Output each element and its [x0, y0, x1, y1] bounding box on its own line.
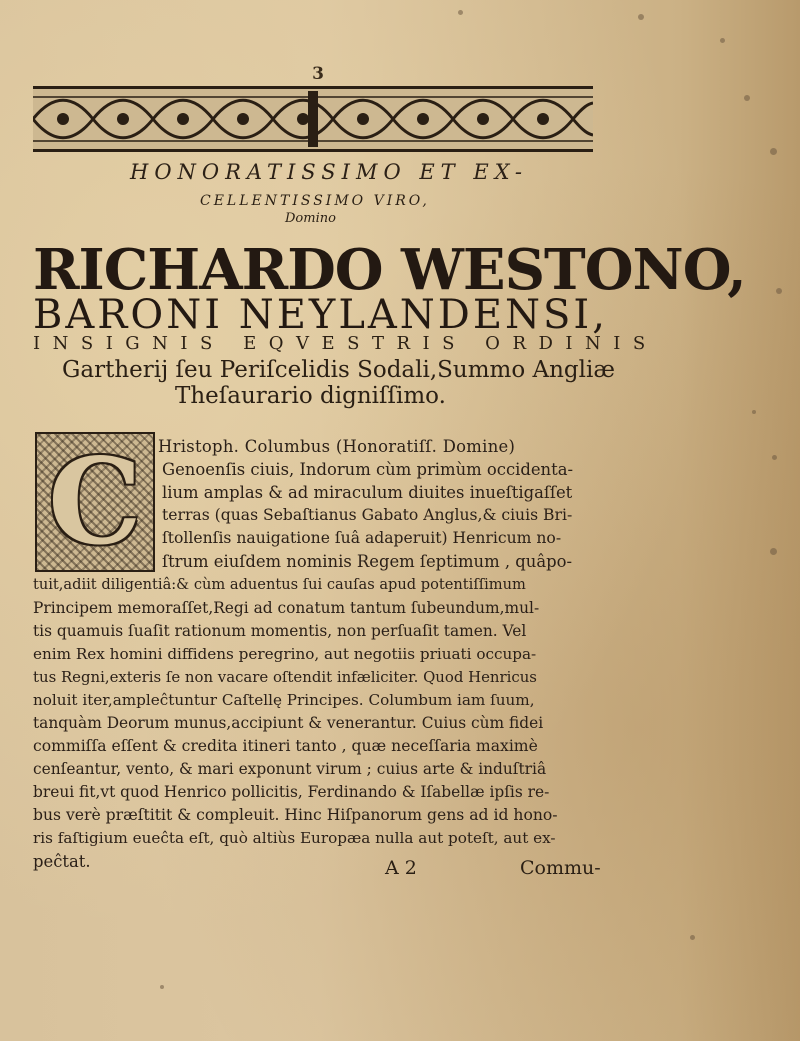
body-line: breui fit,vt quod Henrico pollicitis, Ferdinando & Iſabellæ ipſis re-: [33, 783, 550, 801]
dedicatee-order: INSIGNIS EQVESTRIS ORDINIS: [33, 333, 658, 354]
body-line: commiſſa eſſent & credita itineri tanto , quæ neceſſaria maximè: [33, 737, 538, 755]
foxing-spot: [752, 410, 756, 414]
foxing-spot: [744, 95, 750, 101]
body-line: peĉtat.: [33, 852, 91, 871]
dedication-line-1: HONORATISSIMO ET EX-: [130, 160, 528, 184]
body-line: cenſeantur, vento, & mari exponunt virum ; cuius arte & induſtriâ: [33, 760, 547, 778]
dedication-domino: Domino: [285, 211, 336, 226]
body-line: ſtrum eiuſdem nominis Regem ſeptimum , quâpo-: [162, 552, 572, 571]
body-line: Hristoph. Columbus (Honoratiſſ. Domine): [158, 437, 516, 456]
foxing-spot: [458, 10, 463, 15]
body-line: lium amplas & ad miraculum diuites inueſtigaſſet: [162, 483, 573, 502]
body-line: tis quamuis ſuaſit rationum momentis, non perſuaſit tamen. Vel: [33, 622, 527, 640]
body-line: tus Regni,exteris ſe non vacare oſtendit infæliciter. Quod Henricus: [33, 668, 537, 686]
catchword: Commu-: [520, 857, 601, 879]
dedicatee-order-continued: Gartherij ſeu Periſcelidis Sodali,Summo Angliæ: [62, 357, 615, 383]
body-line: ris faſtigium eueĉta eſt, quò altiùs Europæa nulla aut poteſt, aut ex-: [33, 829, 556, 847]
headpiece-ornament-icon: [33, 89, 593, 149]
foxing-spot: [770, 548, 777, 555]
foxing-spot: [160, 985, 164, 989]
foxing-spot: [638, 14, 644, 20]
initial-letter: C: [48, 432, 142, 571]
page-signature-top: 3: [312, 64, 324, 84]
body-line: terras (quas Sebaſtianus Gabato Anglus,& ciuis Bri-: [162, 506, 573, 524]
dedicatee-name: RICHARDO WESTONO,: [33, 237, 746, 303]
woodcut-headpiece: [33, 86, 593, 152]
dedication-line-2: CELLENTISSIMO VIRO,: [200, 193, 430, 209]
body-line: Genoenſis ciuis, Indorum cùm primùm occidenta-: [162, 460, 574, 479]
foxing-spot: [772, 455, 777, 460]
body-line: noluit iter,ampleĉtuntur Caſtellę Principes. Columbum iam ſuum,: [33, 691, 535, 709]
foxing-spot: [770, 148, 777, 155]
signature-mark: A 2: [385, 857, 417, 879]
foxing-spot: [776, 288, 782, 294]
body-line: tuit,adiit diligentiâ:& cùm aduentus ſui cauſas apud potentiſſimum: [33, 576, 526, 593]
foxing-spot: [720, 38, 725, 43]
dedicatee-title: BARONI NEYLANDENSI,: [33, 292, 608, 338]
body-line: ſtollenſis nauigatione ſuâ adaperuit) Henricum no-: [162, 529, 562, 547]
decorated-initial: [35, 432, 155, 572]
dedicatee-office: Theſaurario digniſſimo.: [175, 383, 446, 409]
body-line: bus verè præſtitit & compleuit. Hinc Hiſpanorum gens ad id hono-: [33, 806, 558, 824]
body-line: tanquàm Deorum munus,accipiunt & venerantur. Cuius cùm fidei: [33, 714, 544, 732]
foxing-spot: [690, 935, 695, 940]
body-line: Principem memoraſſet,Regi ad conatum tantum ſubeundum,mul-: [33, 599, 540, 617]
body-line: enim Rex homini diffidens peregrino, aut negotiis priuati occupa-: [33, 645, 537, 663]
